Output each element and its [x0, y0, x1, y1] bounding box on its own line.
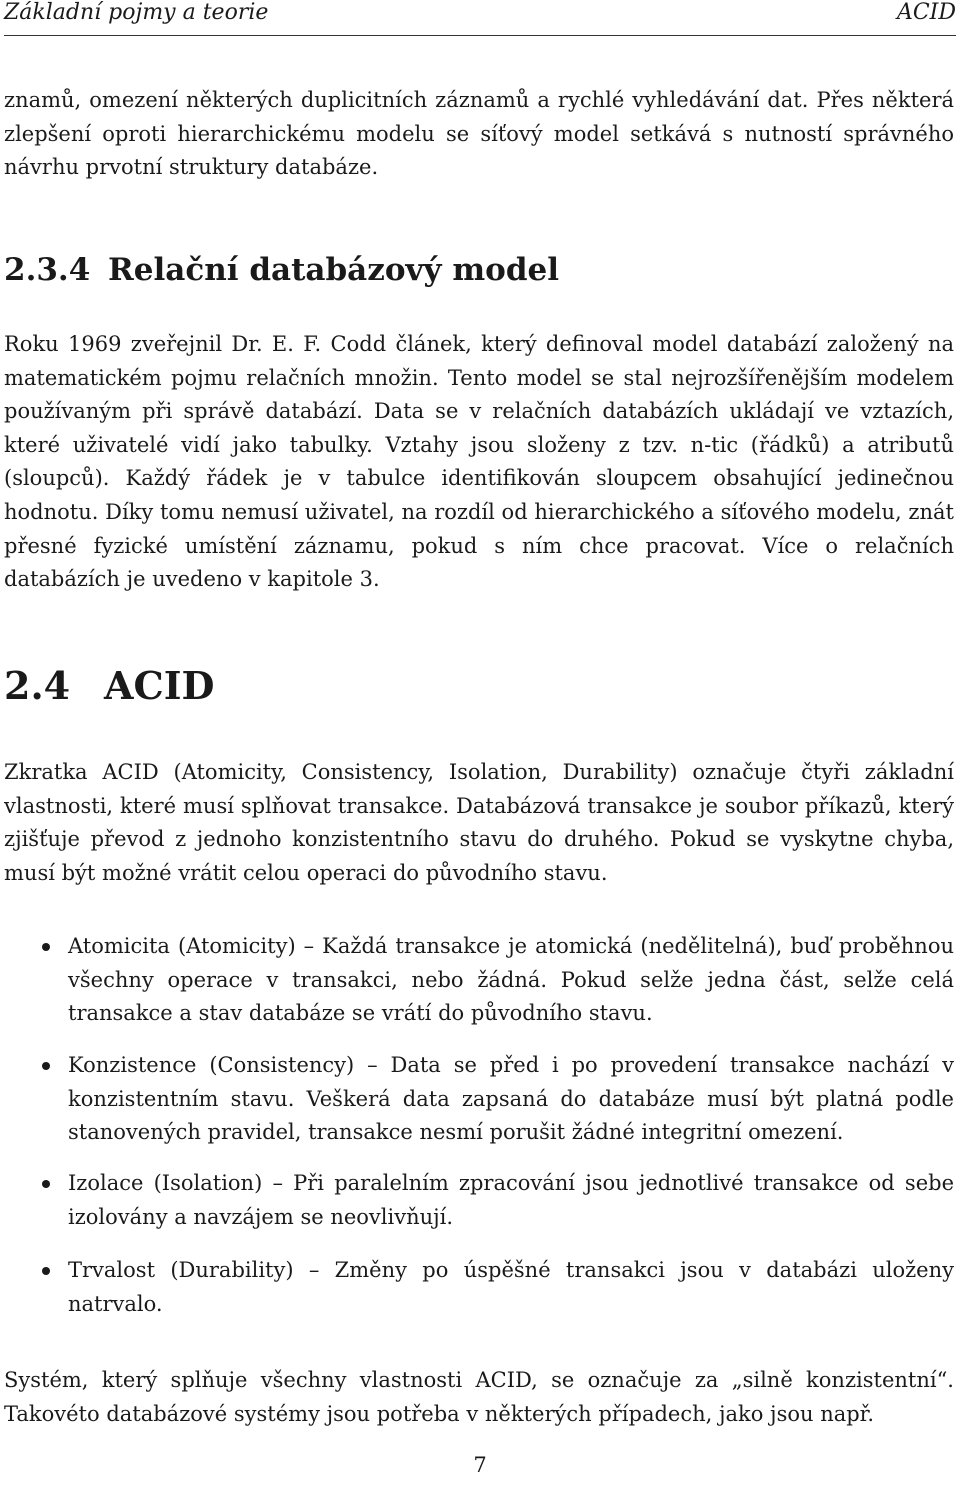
- closing-paragraph: Systém, který splňuje všechny vlastnosti ACID, se označuje za „silně konzistentní“. Takovéto databázové systémy jsou potřeba v některých případech, jako jsou např.: [4, 1368, 954, 1426]
- list-item-text: Atomicita (Atomicity) – Každá transakce je atomická (nedělitelná), buď proběhnou všechny operace v transakci, nebo žádná. Pokud selže jedna část, selže celá transakce a stav databáze se vrátí do původního stavu.: [68, 934, 954, 1026]
- bullet-icon: [4, 1049, 68, 1150]
- list-item-text: Trvalost (Durability) – Změny po úspěšné transakci jsou v databázi uloženy natrvalo.: [68, 1258, 954, 1316]
- list-item-atomicity: [4, 930, 954, 1031]
- section-number: 2.4: [4, 663, 71, 708]
- header-section-title: ACID: [896, 0, 956, 25]
- list-item-isolation: [4, 1167, 954, 1234]
- page-number: 7: [473, 1453, 487, 1477]
- bullet-icon: [4, 1167, 68, 1234]
- bullet-icon: [4, 930, 68, 1031]
- section-title: ACID: [104, 663, 215, 708]
- acid-intro-paragraph: Zkratka ACID (Atomicity, Consistency, Isolation, Durability) označuje čtyři základní vlastnosti, které musí splňovat transakce. Databázová transakce je soubor příkazů, který zjišťuje převod z jednoho konzistentního stavu do druhého. Pokud se vyskytne chyba, musí být možné vrátit celou operaci do původního stavu.: [4, 760, 954, 885]
- subsection-title: Relační databázový model: [108, 252, 560, 288]
- relational-model-paragraph: Roku 1969 zveřejnil Dr. E. F. Codd článek, který definoval model databází založený na matematickém pojmu relačních množin. Tento model se stal nejrozšířenějším modelem používaným při správě databází. Data se v relačních databázích ukládají ve vztazích, které uživatelé vidí jako tabulky. Vztahy jsou složeny z tzv. n-tic (řádků) a atributů (sloupců). Každý řádek je v tabulce identifikován sloupcem obsahující jedinečnou hodnotu. Díky tomu nemusí uživatel, na rozdíl od hierarchického a síťového modelu, znát přesné fyzické umístění záznamu, pokud s ním chce pracovat. Více o relačních databázích je uvedeno v kapitole 3.: [4, 332, 954, 592]
- header-chapter-title: Základní pojmy a teorie: [4, 0, 269, 25]
- running-header: [4, 0, 956, 28]
- intro-paragraph: znamů, omezení některých duplicitních záznamů a rychlé vyhledávání dat. Přes některá zlepšení oproti hierarchickému modelu se síťový model setkává s nutností správného návrhu prvotní struktury databáze.: [4, 88, 954, 180]
- list-item-consistency: [4, 1049, 954, 1150]
- subsection-heading: [4, 250, 559, 290]
- list-item-durability: [4, 1254, 954, 1321]
- list-item-text: Izolace (Isolation) – Při paralelním zpracování jsou jednotlivé transakce od sebe izolovány a navzájem se neovlivňují.: [68, 1171, 954, 1229]
- list-item-text: Konzistence (Consistency) – Data se před i po provedení transakce nachází v konzistentním stavu. Veškerá data zapsaná do databáze musí být platná podle stanovených pravidel, transakce nesmí porušit žádné integritní omezení.: [68, 1053, 954, 1145]
- bullet-icon: [4, 1254, 68, 1321]
- subsection-number: 2.3.4: [4, 252, 91, 288]
- section-heading: [4, 663, 214, 709]
- header-rule: [4, 35, 956, 36]
